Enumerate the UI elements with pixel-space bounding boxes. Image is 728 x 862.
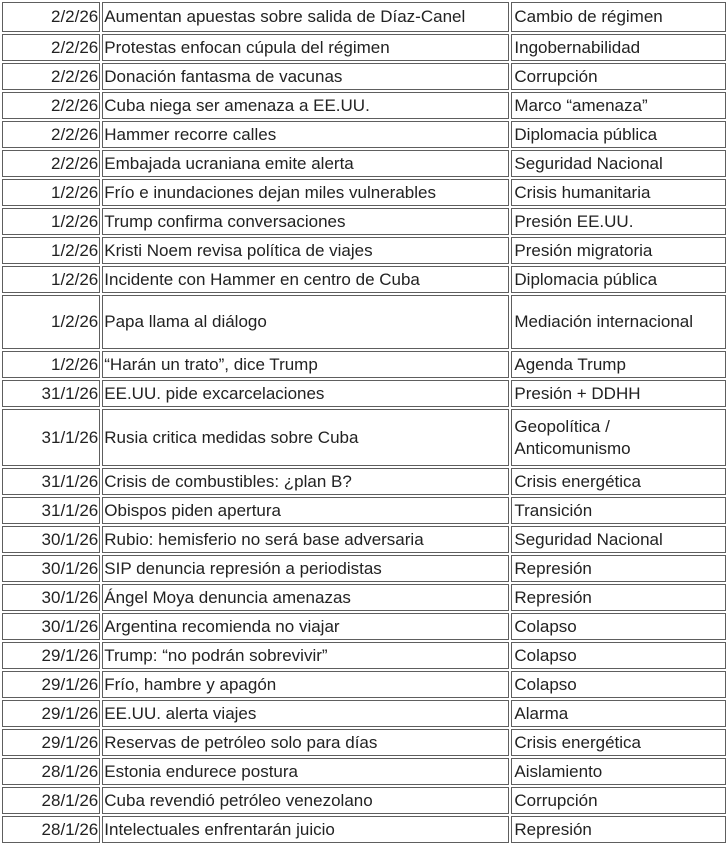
date-cell: 28/1/26	[2, 787, 100, 814]
date-cell: 29/1/26	[2, 729, 100, 756]
category-cell: Marco “amenaza”	[511, 92, 726, 119]
date-cell: 31/1/26	[2, 380, 100, 407]
category-cell: Colapso	[511, 613, 726, 640]
headline-cell: Argentina recomienda no viajar	[102, 613, 509, 640]
headline-cell: Embajada ucraniana emite alerta	[102, 150, 509, 177]
table-row	[2, 787, 726, 814]
headline-cell: Frío e inundaciones dejan miles vulnerables	[102, 179, 509, 206]
category-cell: Alarma	[511, 700, 726, 727]
table-row	[2, 237, 726, 264]
date-cell: 1/2/26	[2, 295, 100, 349]
headline-cell: SIP denuncia represión a periodistas	[102, 555, 509, 582]
category-cell: Presión migratoria	[511, 237, 726, 264]
headline-cell: Incidente con Hammer en centro de Cuba	[102, 266, 509, 293]
headline-cell: Reservas de petróleo solo para días	[102, 729, 509, 756]
headline-cell: EE.UU. pide excarcelaciones	[102, 380, 509, 407]
date-cell: 28/1/26	[2, 816, 100, 843]
date-cell: 1/2/26	[2, 179, 100, 206]
table-row	[2, 92, 726, 119]
headline-cell: “Harán un trato”, dice Trump	[102, 351, 509, 378]
category-cell: Cambio de régimen	[511, 2, 726, 32]
headline-cell: Trump: “no podrán sobrevivir”	[102, 642, 509, 669]
headline-cell: Estonia endurece postura	[102, 758, 509, 785]
date-cell: 2/2/26	[2, 2, 100, 32]
category-cell: Corrupción	[511, 63, 726, 90]
date-cell: 2/2/26	[2, 63, 100, 90]
table-row	[2, 468, 726, 495]
date-cell: 29/1/26	[2, 671, 100, 698]
category-cell: Ingobernabilidad	[511, 34, 726, 61]
category-cell: Presión EE.UU.	[511, 208, 726, 235]
date-cell: 31/1/26	[2, 468, 100, 495]
date-cell: 1/2/26	[2, 266, 100, 293]
table-row	[2, 671, 726, 698]
category-cell: Transición	[511, 497, 726, 524]
table-row	[2, 179, 726, 206]
table-row	[2, 613, 726, 640]
headline-cell: Rusia critica medidas sobre Cuba	[102, 409, 509, 466]
table-row	[2, 266, 726, 293]
headline-cell: Ángel Moya denuncia amenazas	[102, 584, 509, 611]
category-cell: Crisis energética	[511, 729, 726, 756]
category-cell: Crisis energética	[511, 468, 726, 495]
table-row	[2, 584, 726, 611]
date-cell: 29/1/26	[2, 700, 100, 727]
table-row	[2, 526, 726, 553]
headline-cell: Cuba revendió petróleo venezolano	[102, 787, 509, 814]
headline-cell: EE.UU. alerta viajes	[102, 700, 509, 727]
headline-cell: Intelectuales enfrentarán juicio	[102, 816, 509, 843]
table-row	[2, 63, 726, 90]
date-cell: 2/2/26	[2, 92, 100, 119]
date-cell: 29/1/26	[2, 642, 100, 669]
table-row	[2, 816, 726, 843]
category-cell: Agenda Trump	[511, 351, 726, 378]
headline-cell: Crisis de combustibles: ¿plan B?	[102, 468, 509, 495]
headline-cell: Frío, hambre y apagón	[102, 671, 509, 698]
headline-cell: Obispos piden apertura	[102, 497, 509, 524]
date-cell: 1/2/26	[2, 351, 100, 378]
table-row	[2, 380, 726, 407]
date-cell: 2/2/26	[2, 121, 100, 148]
headline-cell: Donación fantasma de vacunas	[102, 63, 509, 90]
table-row	[2, 121, 726, 148]
table-row	[2, 642, 726, 669]
category-cell: Crisis humanitaria	[511, 179, 726, 206]
table-row	[2, 295, 726, 349]
category-cell: Colapso	[511, 642, 726, 669]
category-cell: Corrupción	[511, 787, 726, 814]
date-cell: 2/2/26	[2, 150, 100, 177]
headline-cell: Cuba niega ser amenaza a EE.UU.	[102, 92, 509, 119]
headline-cell: Hammer recorre calles	[102, 121, 509, 148]
date-cell: 28/1/26	[2, 758, 100, 785]
date-cell: 30/1/26	[2, 555, 100, 582]
category-cell: Diplomacia pública	[511, 266, 726, 293]
headline-cell: Rubio: hemisferio no será base adversaria	[102, 526, 509, 553]
table-row	[2, 729, 726, 756]
table-row	[2, 34, 726, 61]
table-row	[2, 409, 726, 466]
table-row	[2, 2, 726, 32]
category-cell: Geopolítica / Anticomunismo	[511, 409, 726, 466]
category-cell: Aislamiento	[511, 758, 726, 785]
table-row	[2, 208, 726, 235]
category-cell: Presión + DDHH	[511, 380, 726, 407]
category-cell: Mediación internacional	[511, 295, 726, 349]
date-cell: 1/2/26	[2, 237, 100, 264]
headline-cell: Aumentan apuestas sobre salida de Díaz-Canel	[102, 2, 509, 32]
date-cell: 30/1/26	[2, 526, 100, 553]
table-row	[2, 497, 726, 524]
headline-cell: Papa llama al diálogo	[102, 295, 509, 349]
headline-cell: Protestas enfocan cúpula del régimen	[102, 34, 509, 61]
category-cell: Represión	[511, 555, 726, 582]
category-cell: Colapso	[511, 671, 726, 698]
date-cell: 30/1/26	[2, 613, 100, 640]
headline-cell: Kristi Noem revisa política de viajes	[102, 237, 509, 264]
headline-cell: Trump confirma conversaciones	[102, 208, 509, 235]
category-cell: Seguridad Nacional	[511, 150, 726, 177]
table-row	[2, 555, 726, 582]
category-cell: Represión	[511, 584, 726, 611]
table-row	[2, 758, 726, 785]
category-cell: Represión	[511, 816, 726, 843]
date-cell: 31/1/26	[2, 409, 100, 466]
date-cell: 2/2/26	[2, 34, 100, 61]
table-row	[2, 700, 726, 727]
date-cell: 31/1/26	[2, 497, 100, 524]
date-cell: 1/2/26	[2, 208, 100, 235]
date-cell: 30/1/26	[2, 584, 100, 611]
category-cell: Diplomacia pública	[511, 121, 726, 148]
table-row	[2, 150, 726, 177]
table-row	[2, 351, 726, 378]
category-cell: Seguridad Nacional	[511, 526, 726, 553]
